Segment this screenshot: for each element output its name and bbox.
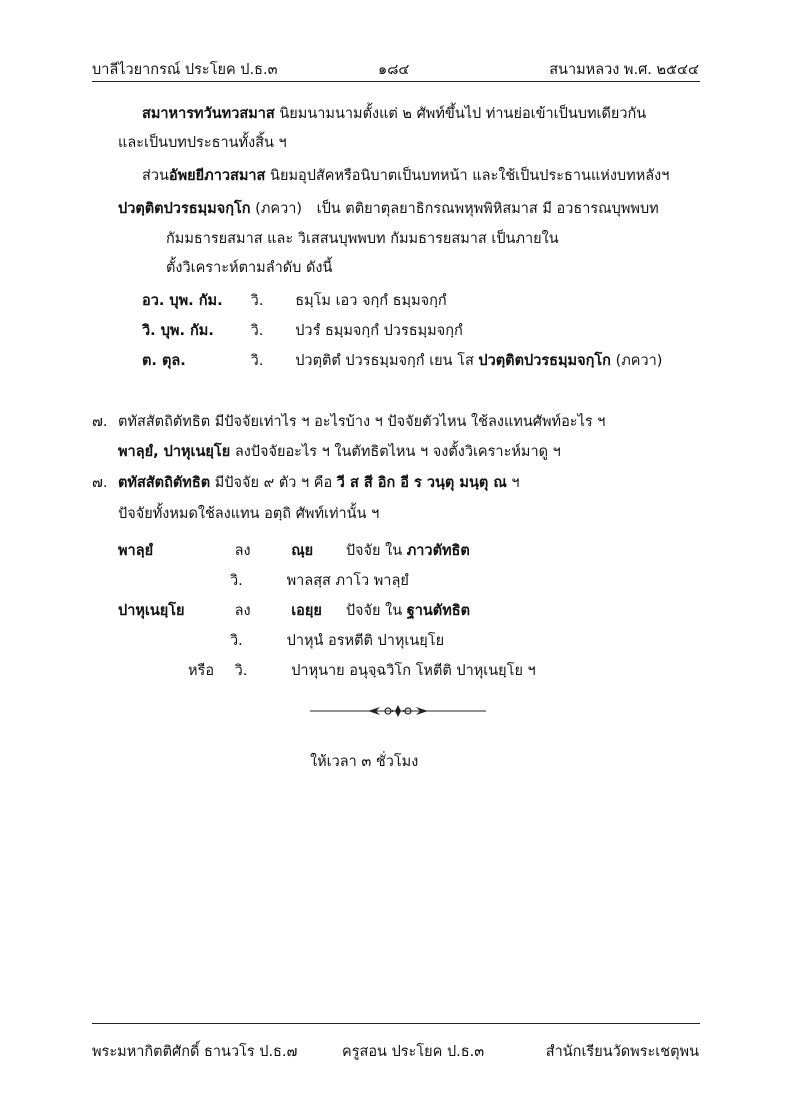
analysis-text: ปวรํ ธมฺมจกฺกํ ปวรธมฺมจกฺกํ (295, 323, 463, 339)
example-row (118, 599, 470, 622)
example-word: พาลฺยํ (118, 543, 154, 559)
term-abyayibhava: อัพยยีภาวสมาส (168, 168, 266, 184)
example-suffix: ณฺย (291, 543, 314, 559)
example-vi: วิ. (230, 633, 243, 649)
para-3-text-1: เป็น ตติยาตุลยาธิกรณพหุพพิหิสมาส มี อวธารณบุพพบท (316, 201, 659, 217)
header-rule (92, 81, 700, 82)
footer-center: ครูสอน ประโยค ป.ธ.๓ (342, 1044, 485, 1060)
page-number: ๑๘๔ (378, 62, 410, 78)
analysis-label: วิ. บุพ. กัม. (142, 323, 214, 339)
header-right: สนามหลวง พ.ศ. ๒๕๔๔ (549, 62, 699, 78)
answer-7-line-1 (92, 471, 520, 494)
para-1-text-1: นิยมนามนามตั้งแต่ ๒ ศัพท์ขึ้นไป ท่านย่อเข้าเป็นบทเดียวกัน (279, 106, 647, 122)
para-3-text-2: กัมมธารยสมาส และ วิเสสนบุพพบท กัมมธารยสมาส เป็นภายใน (166, 231, 559, 247)
analysis-label: อว. บุพ. กัม. (142, 293, 223, 309)
example-word: ปาหุเนยฺโย (118, 603, 185, 619)
example-lang: ลง (234, 603, 251, 619)
example-text: พาลสฺส ภาโว พาลฺยํ (286, 573, 409, 589)
analysis-vi: วิ. (250, 353, 264, 369)
example-text: ปาหุนาย อนุจฺฉวิโก โหตีติ ปาหุเนยฺโย ฯ (291, 663, 536, 679)
footer-right: สำนักเรียนวัดพระเชตุพน (545, 1044, 699, 1060)
example-row (230, 569, 409, 592)
example-taddhita: ภาวตัทธิต (406, 543, 470, 559)
question-text-1: ตทัสสัตถิตัทธิต มีปัจจัยเท่าไร ฯ อะไรบ้าง ฯ ปัจจัยตัวไหน ใช้ลงแทนศัพท์อะไร ฯ (118, 414, 606, 430)
question-text-2: ลงปัจจัยอะไร ฯ ในตัทธิตไหน ฯ จงตั้งวิเคราะห์มาดู ฯ (234, 444, 561, 460)
answer-mid: มีปัจจัย ๙ ตัว ฯ คือ (214, 475, 333, 491)
analysis-vi: วิ. (250, 293, 264, 309)
example-or: หรือ (188, 663, 215, 679)
example-vi: วิ. (230, 573, 243, 589)
question-bold-words: พาลฺยํ, ปาหุเนยฺโย (118, 444, 231, 460)
answer-7-text-2: ปัจจัยทั้งหมดใช้ลงแทน อตฺถิ ศัพท์เท่านั้น ฯ (118, 506, 380, 522)
analysis-text: ธมฺโม เอว จกฺกํ ธมฺมจกฺกํ (295, 293, 447, 309)
footer-left: พระมหากิตติศักดิ์ ธานวโร ป.ธ.๗ (92, 1044, 298, 1060)
footer-rule (92, 1023, 700, 1024)
analysis-row (142, 319, 463, 342)
example-mid: ปัจจัย ใน (345, 603, 403, 619)
para-1-text-2: และเป็นบทประธานทั้งสิ้น ฯ (118, 135, 287, 151)
term-samahara: สมาหารทวันทวสมาส (142, 106, 275, 122)
example-mid: ปัจจัย ใน (345, 543, 403, 559)
time-allowed: ให้เวลา ๓ ชั่วโมง (310, 754, 419, 770)
para-2 (142, 164, 669, 187)
para-2-prefix: ส่วน (142, 168, 169, 184)
ornament-divider (310, 702, 486, 720)
question-7-line-1 (92, 410, 605, 433)
analysis-vi: วิ. (250, 323, 264, 339)
analysis-bold: ปวตฺติตปวรธมฺมจกฺโก (478, 353, 611, 369)
para-2-text: นิยมอุปสัคหรือนิบาตเป็นบทหน้า และใช้เป็นประธานแห่งบทหลังฯ (270, 168, 670, 184)
para-3-paren: (ภควา) (255, 201, 303, 217)
example-lang: ลง (234, 543, 251, 559)
answer-term: ตทัสสัตถิตัทธิต (118, 475, 211, 491)
header-left: บาลีไวยากรณ์ ประโยค ป.ธ.๓ (92, 62, 278, 78)
example-vi: วิ. (234, 663, 248, 679)
example-suffix: เอยฺย (291, 603, 322, 619)
example-row (188, 659, 536, 682)
para-3-line-1 (118, 197, 659, 220)
term-pavattita: ปวตฺติตปวรธมฺมจกฺโก (118, 201, 251, 217)
analysis-row (142, 349, 662, 372)
answer-suffixes: วี ส สี อิก อี ร วนฺตุ มนฺตุ ณ (336, 475, 507, 491)
analysis-row (142, 289, 447, 312)
answer-number: ๗. (92, 475, 108, 491)
question-number: ๗. (92, 414, 108, 430)
answer-end: ฯ (511, 475, 520, 491)
analysis-tail: (ภควา) (615, 353, 663, 369)
example-row (230, 629, 444, 652)
example-text: ปาหุนํ อรหตีติ ปาหุเนยฺโย (286, 633, 445, 649)
para-1-line-1 (142, 102, 646, 125)
question-7-line-2 (118, 440, 561, 463)
analysis-label: ต. ตุล. (142, 353, 186, 369)
example-taddhita: ฐานตัทธิต (406, 603, 471, 619)
analysis-text: ปวตฺติตํ ปวรธมฺมจกฺกํ เยน โส (295, 353, 474, 369)
para-3-text-3: ตั้งวิเคราะห์ตามลำดับ ดังนี้ (166, 260, 333, 276)
example-row (118, 539, 470, 562)
